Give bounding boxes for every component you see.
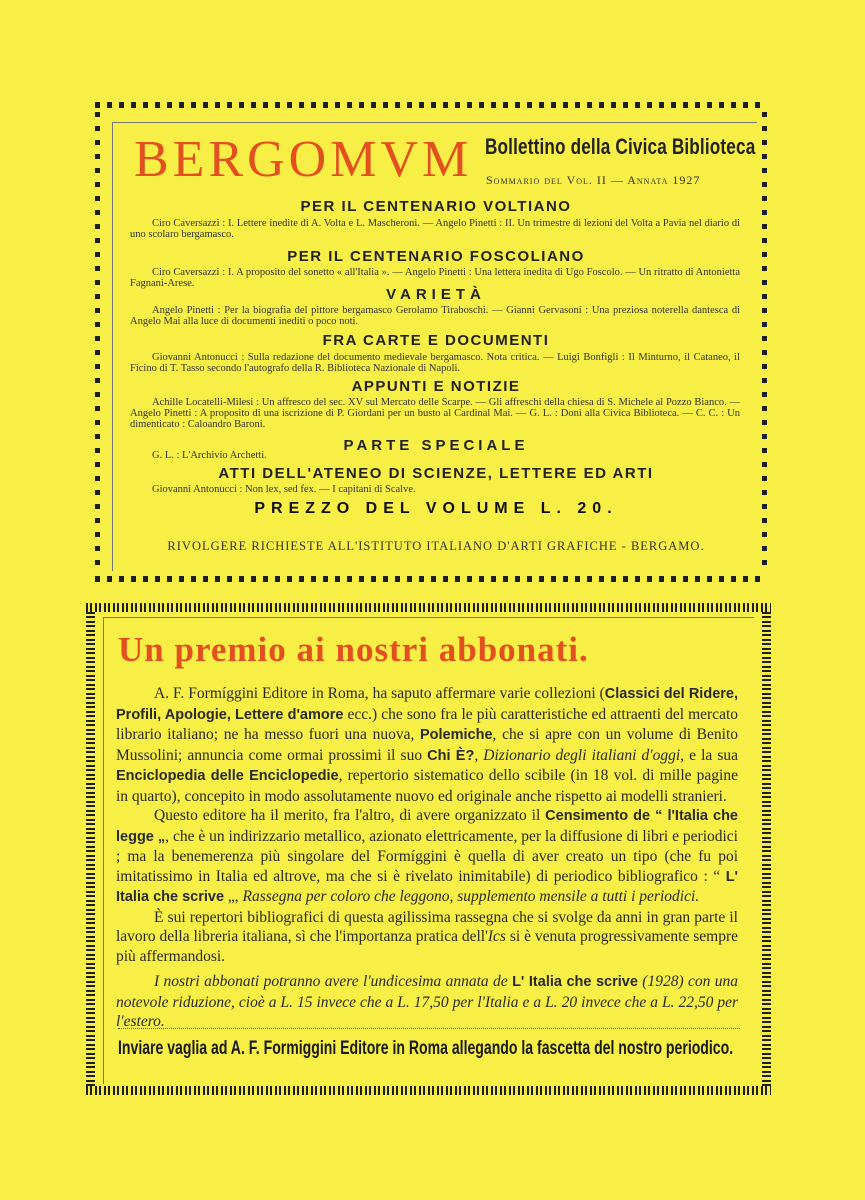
inviare-line: Inviare vaglia ad A. F. Formiggini Editore in Roma allegando la fascetta del nostro periodico.: [118, 1038, 734, 1059]
p1-chi-e: Chi È?: [427, 747, 475, 764]
p4-text-a: I nostri abbonati potranno avere l'undicesima annata de: [154, 973, 513, 990]
text-appunti: Achille Locatelli-Milesi : Un affresco del sec. XV sul Mercato delle Scarpe. — Gli affreschi della chiesa di S. Michele al Pozzo Bianco. — Angelo Pinetti : A proposito di una iscrizione di P. Giordani per un busto al Cardinal Mai. — G. L. : Doni alla Civica Biblioteca. — C. C. : Un dimenticato : Caloandro Baroni.: [130, 397, 740, 430]
premio-divider: [118, 1028, 740, 1029]
p2-text-e: „,: [224, 888, 243, 905]
premio-paragraph-3: [116, 908, 738, 967]
top-box-dotted-border-top: [95, 102, 767, 108]
heading-appunti: APPUNTI E NOTIZIE: [351, 378, 521, 395]
p1-enciclopedia: Enciclopedia delle Enciclopedie: [116, 768, 339, 784]
text-varieta: Angelo Pinetti : Per la biografia del pittore bergamasco Gerolamo Tiraboschi. — Gianni Gervasoni : Una preziosa noterella dantesca di Angelo Mai alla luce di documenti inediti o poco noti.: [130, 305, 740, 327]
p1-polemiche: Polemiche: [420, 727, 493, 743]
premio-paragraph-4: [116, 972, 738, 1032]
heading-varieta: VARIETÀ: [386, 286, 486, 303]
heading-speciale: PARTE SPECIALE: [343, 437, 529, 454]
text-speciale: G. L. : L'Archivio Archetti.: [152, 450, 267, 461]
bottom-box-ornament-border-bottom: [86, 1086, 771, 1095]
top-box-dotted-border-bottom: [95, 576, 767, 582]
top-box-dotted-border-right: [762, 112, 767, 574]
p1-text-a: A. F. Formíggini Editore in Roma, ha saputo affermare varie collezioni (: [154, 685, 605, 702]
p2-text-c: , che è un indirizzario metallico, azionato elettricamente, per la diffusione di libri e periodici ; ma la benemerenza più singolare del Formíggini è quella di aver creato un tipo (che fu poi imitatissimo in Italia ed altrove, ma che si è rivelato inimitabile) di periodico bibliografico : “: [116, 827, 738, 885]
p2-censimento: Censimento de “ l'Italia che legge „: [116, 808, 738, 845]
journal-title: BERGOMVM: [134, 131, 473, 188]
bottom-box-ornament-border-top: [86, 603, 771, 612]
text-atti: Giovanni Antonucci : Non lex, sed fex. — I capitani di Scalve.: [152, 484, 416, 495]
p4-italia-che-scrive: L' Italia che scrive: [512, 974, 638, 990]
premio-paragraph-1: [116, 684, 738, 806]
premio-title: Un premio ai nostri abbonati.: [118, 630, 589, 669]
text-carte: Giovanni Antonucci : Sulla redazione del documento medievale bergamasco. Nota critica. — Luigi Bonfigli : Il Minturno, il Cataneo, il Ficino di T. Tasso secondo l'autografo della R. Biblioteca Nazionale di Napoli.: [130, 352, 740, 374]
p3-ics: Ics: [487, 928, 506, 945]
heading-atti: ATTI DELL'ATENEO DI SCIENZE, LETTERE ED ARTI: [218, 465, 654, 482]
p1-text-g: ,: [474, 746, 484, 764]
heading-foscoliano: PER IL CENTENARIO FOSCOLIANO: [287, 248, 585, 265]
text-foscoliano: Ciro Caversazzi : I. A proposito del sonetto « all'Italia ». — Angelo Pinetti : Una lettera inedita di Ugo Foscolo. — Un ritratto di Antonietta Fagnani-Arese.: [130, 267, 740, 289]
p1-collections: Classici del Ridere, Profili, Apologie, Lettere d'amore: [116, 686, 738, 723]
top-box-dotted-border-left: [95, 112, 100, 574]
p1-text-i: , e la sua: [680, 746, 739, 764]
p2-rassegna: Rassegna per coloro che leggono, supplemento mensile a tutti i periodici.: [242, 888, 700, 905]
journal-subtitle: Bollettino della Civica Biblioteca: [485, 134, 756, 159]
p1-text-c: ecc.) che sono fra le più caratteristiche ed attraenti del mercato librario italiano; ne ha messo fuori una nuova,: [116, 705, 739, 743]
p1-dizionario: Dizionario degli italiani d'oggi: [483, 746, 681, 764]
p3-text-c: si è venuta progressivamente sempre più affermandosi.: [116, 928, 738, 965]
heading-voltiano: PER IL CENTENARIO VOLTIANO: [300, 198, 572, 215]
text-voltiano: Ciro Caversazzi : I. Lettere inedite di A. Volta e L. Mascheroni. — Angelo Pinetti : II. Un trimestre di lezioni del Volta a Pavia nel diario di uno scolaro bergamasco.: [130, 218, 740, 240]
premio-body: [116, 684, 738, 1032]
heading-carte: FRA CARTE E DOCUMENTI: [322, 332, 550, 349]
request-line: RIVOLGERE RICHIESTE ALL'ISTITUTO ITALIANO D'ARTI GRAFICHE - BERGAMO.: [167, 539, 705, 553]
price-line: PREZZO DEL VOLUME L. 20.: [254, 500, 618, 517]
premio-paragraph-2: [116, 806, 738, 908]
p3-text-a: È sui repertori bibliografici di questa agilissima rassegna che si svolge da anni in gran parte il lavoro della libreria italiana, sì che l'importanza pratica dell': [116, 908, 738, 945]
p2-italia-che-scrive: L' Italia che scrive: [116, 868, 738, 905]
p1-text-e: , che si apre con un volume di Benito Mussolini; annuncia come ormai prossimi il suo: [116, 726, 738, 764]
bottom-box-ornament-border-left: [86, 612, 95, 1086]
p2-text-a: Questo editore ha il merito, fra l'altro, di avere organizzato il: [154, 807, 546, 824]
bottom-box-ornament-border-right: [762, 612, 771, 1086]
p1-text-k: , repertorio sistematico dello scibile (in 18 vol. di mille pagine in quarto), concepito in modo assolutamente nuovo ed originale anche rispetto ai modelli stranieri.: [116, 767, 738, 805]
p4-text-c: (1928) con una notevole riduzione, cioè a L. 15 invece che a L. 17,50 per l'Italia e a L. 20 invece che a L. 22,50 per l'estero.: [116, 973, 739, 1030]
sommario-line: Sommario del Vol. II — Annata 1927: [486, 173, 701, 187]
